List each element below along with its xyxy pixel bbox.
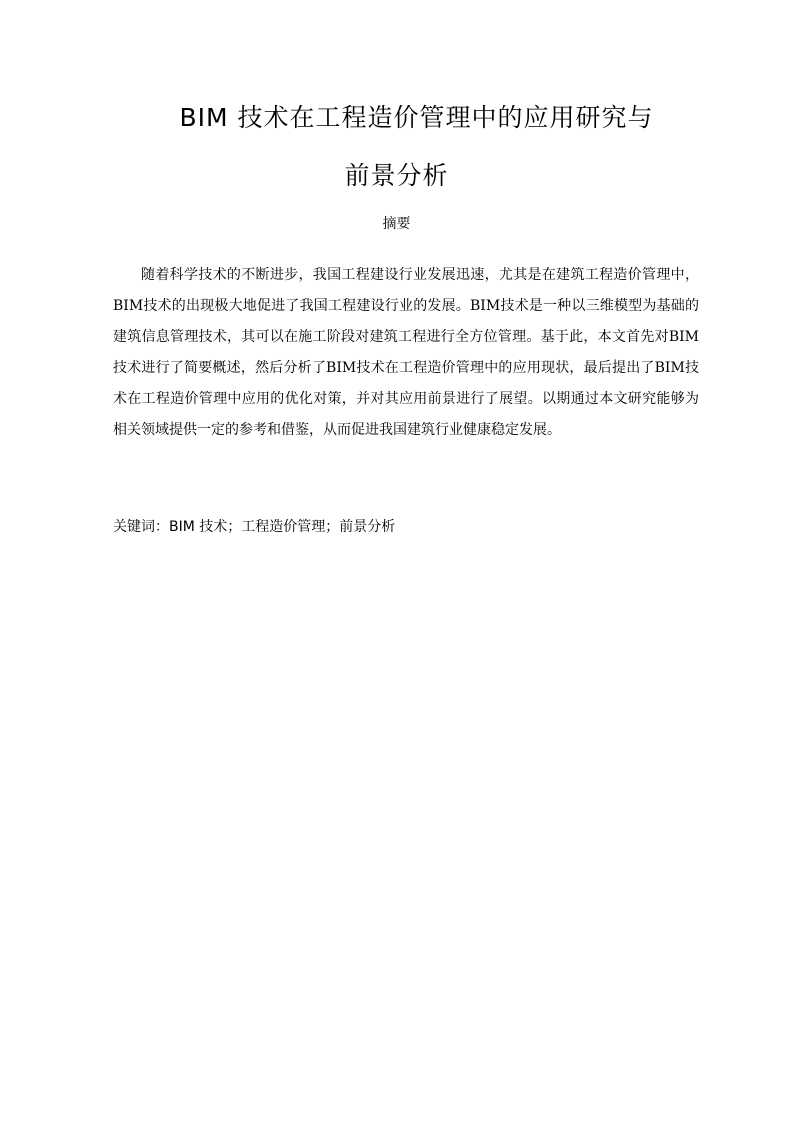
document-title-line-1: BIM 技术在工程造价管理中的应用研究与 xyxy=(179,103,654,132)
document-title-line-2: 前景分析 xyxy=(344,161,449,190)
abstract-heading: 摘要 xyxy=(382,216,411,232)
abstract-body: 随着科学技术的不断进步，我国工程建设行业发展迅速，尤其是在建筑工程造价管理中，BIM技术的出现极大地促进了我国工程建设行业的发展。BIM技术是一种以三维模型为基础的建筑信息管理技术，其可以在施工阶段对建筑工程进行全方位管理。基于此，本文首先对BIM技术进行了简要概述，然后分析了BIM技术在工程造价管理中的应用现状，最后提出了BIM技术在工程造价管理中应用的优化对策，并对其应用前景进行了展望。以期通过本文研究能够为相关领域提供一定的参考和借鉴，从而促进我国建筑行业健康稳定发展。 xyxy=(113,267,699,438)
keywords-line: 关键词：BIM 技术；工程造价管理；前景分析 xyxy=(113,519,396,535)
